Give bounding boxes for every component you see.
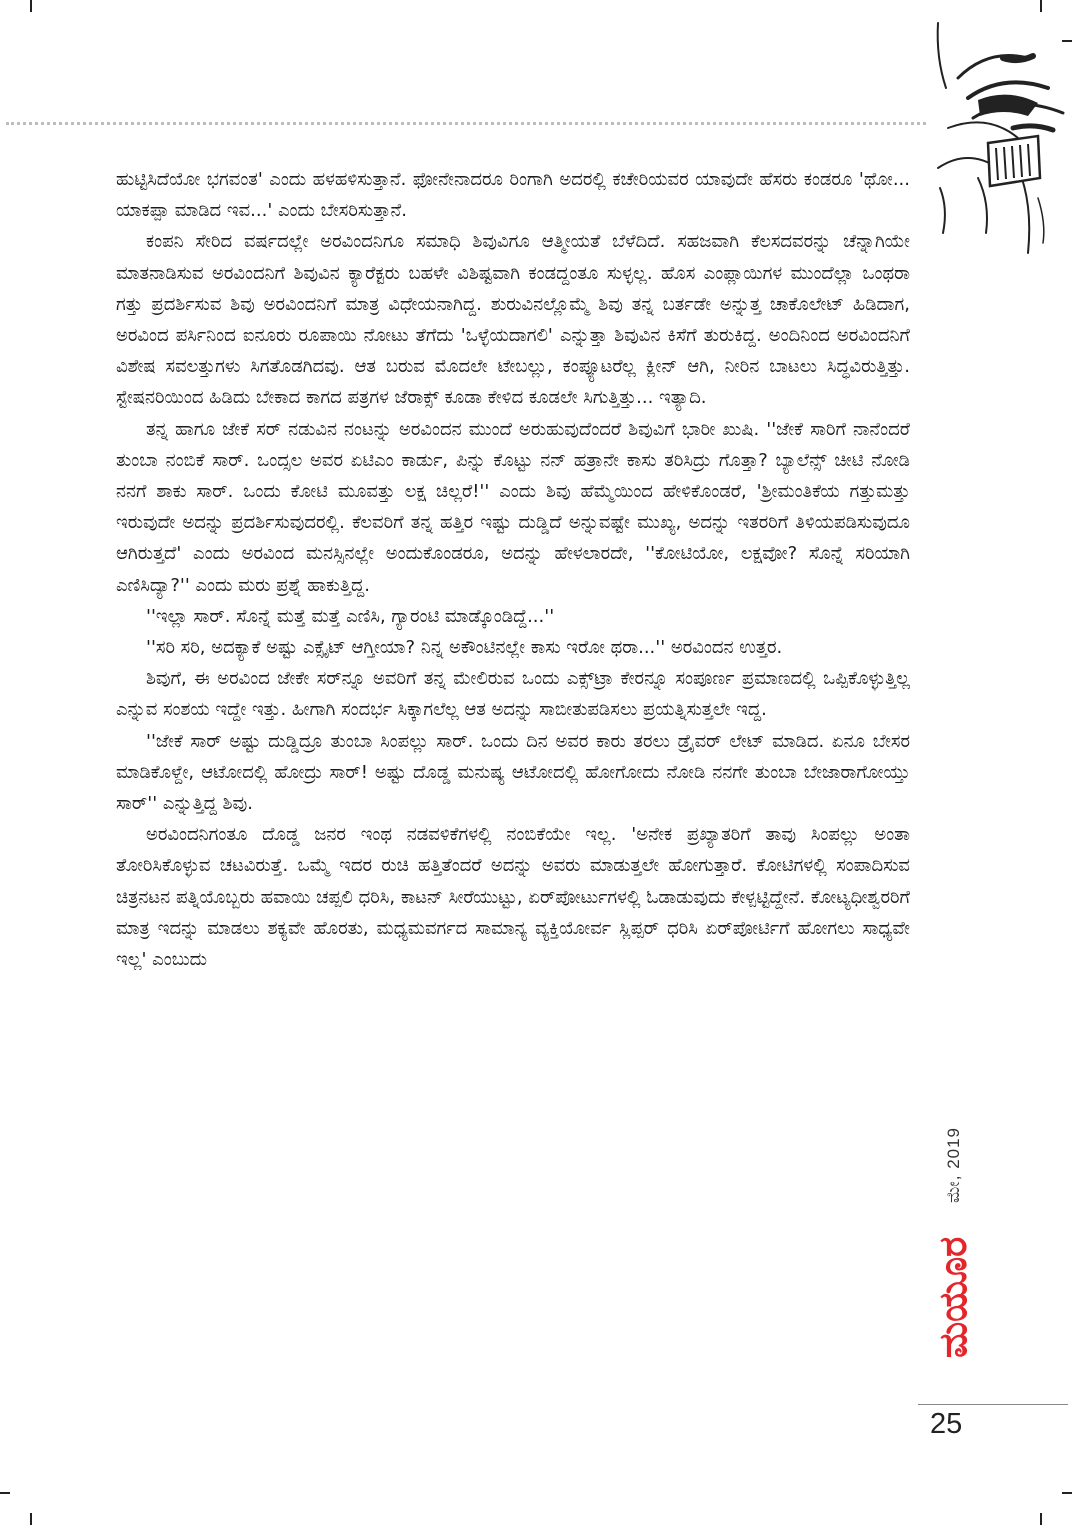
crop-mark-top-right	[1040, 0, 1042, 12]
paragraph: ಶಿವುಗೆ, ಈ ಅರವಿಂದ ಜೇಕೇ ಸರ್‌ನ್ನೂ ಅವರಿಗೆ ತನ್ನ ಮೇಲಿರುವ ಒಂದು ಎಕ್ಸ್‌ಟ್ರಾ ಕೇರನ್ನೂ ಸಂಪೂರ್ಣ ಪ್ರಮಾಣದಲ್ಲಿ ಒಪ್ಪಿಕೊಳ್ಳುತ್ತಿಲ್ಲ ಎನ್ನುವ ಸಂಶಯ ಇದ್ದೇ ಇತ್ತು. ಹೀಗಾಗಿ ಸಂದರ್ಭ ಸಿಕ್ಕಾಗಲೆಲ್ಲ ಆತ ಅದನ್ನು ಸಾಬೀತುಪಡಿಸಲು ಪ್ರಯತ್ನಿಸುತ್ತಲೇ ಇದ್ದ.	[116, 668, 910, 721]
paragraph: ''ಸರಿ ಸರಿ, ಅದಕ್ಯಾಕೆ ಅಷ್ಟು ಎಕ್ಸೈಟ್ ಆಗ್ತೀಯಾ? ನಿನ್ನ ಅಕೌಂಟಿನಲ್ಲೇ ಕಾಸು ಇರೋ ಥರಾ...'' ಅರವಿಂದನ ಉತ್ತರ.	[146, 637, 783, 659]
footer-rule	[918, 1404, 1068, 1405]
crop-mark-left-lower	[0, 1492, 10, 1494]
crop-mark-bottom-right	[1040, 1513, 1042, 1525]
issue-date: ಮೇ, 2019	[944, 1127, 963, 1204]
page-number: 25	[930, 1408, 963, 1440]
crop-mark-bottom-left	[30, 1513, 32, 1525]
paragraph: ಹುಟ್ಟಿಸಿದೆಯೋ ಭಗವಂತ' ಎಂದು ಹಳಹಳಿಸುತ್ತಾನೆ. ಫೋನೇನಾದರೂ ರಿಂಗಾಗಿ ಅದರಲ್ಲಿ ಕಚೇರಿಯವರ ಯಾವುದೇ ಹೆಸರು ಕಂಡರೂ 'ಥೋ... ಯಾಕಪ್ಪಾ ಮಾಡಿದ ಇವ...' ಎಂದು ಬೇಸರಿಸುತ್ತಾನೆ.	[116, 169, 910, 222]
paragraph: ಅರವಿಂದನಿಗಂತೂ ದೊಡ್ಡ ಜನರ ಇಂಥ ನಡವಳಿಕೆಗಳಲ್ಲಿ ನಂಬಿಕೆಯೇ ಇಲ್ಲ. 'ಅನೇಕ ಪ್ರಖ್ಯಾತರಿಗೆ ತಾವು ಸಿಂಪಲ್ಲು ಅಂತಾ ತೋರಿಸಿಕೊಳ್ಳುವ ಚಟವಿರುತ್ತೆ. ಒಮ್ಮೆ ಇದರ ರುಚಿ ಹತ್ತಿತೆಂದರೆ ಅದನ್ನು ಅವರು ಮಾಡುತ್ತಲೇ ಹೋಗುತ್ತಾರೆ. ಕೋಟಿಗಳಲ್ಲಿ ಸಂಪಾದಿಸುವ ಚಿತ್ರನಟನ ಪತ್ನಿಯೊಬ್ಬರು ಹವಾಯಿ ಚಪ್ಪಲಿ ಧರಿಸಿ, ಕಾಟನ್ ಸೀರೆಯುಟ್ಟು, ಏರ್‌ಪೋರ್ಟುಗಳಲ್ಲಿ ಓಡಾಡುವುದು ಕೇಳ್ಪಟ್ಟಿದ್ದೇನೆ. ಕೋಟ್ಯಧೀಶ್ವರರಿಗೆ ಮಾತ್ರ ಇದನ್ನು ಮಾಡಲು ಶಕ್ಯವೇ ಹೊರತು, ಮಧ್ಯಮವರ್ಗದ ಸಾಮಾನ್ಯ ವ್ಯಕ್ತಿಯೋರ್ವ ಸ್ಲಿಪ್ಪರ್ ಧರಿಸಿ ಏರ್‌ಪೋರ್ಟಿಗೆ ಹೋಗಲು ಸಾಧ್ಯವೇ ಇಲ್ಲ' ಎಂಬುದು	[116, 824, 910, 971]
article-body	[116, 164, 910, 975]
paragraph: ''ಜೇಕೆ ಸಾರ್ ಅಷ್ಟು ದುಡ್ಡಿದ್ರೂ ತುಂಬಾ ಸಿಂಪಲ್ಲು ಸಾರ್. ಒಂದು ದಿನ ಅವರ ಕಾರು ತರಲು ಡ್ರೈವರ್ ಲೇಟ್ ಮಾಡಿದ. ಏನೂ ಬೇಸರ ಮಾಡಿಕೊಳ್ದೇ, ಆಟೋದಲ್ಲಿ ಹೋದ್ರು ಸಾರ್! ಅಷ್ಟು ದೊಡ್ಡ ಮನುಷ್ಯ ಆಟೋದಲ್ಲಿ ಹೋಗೋದು ನೋಡಿ ನನಗೇ ತುಂಬಾ ಬೇಜಾರಾಗೋಯ್ತು ಸಾರ್'' ಎನ್ನುತ್ತಿದ್ದ ಶಿವು.	[116, 730, 910, 815]
magazine-logo: ಮಯೂರ	[931, 1236, 975, 1358]
paragraph: ತನ್ನ ಹಾಗೂ ಜೇಕೆ ಸರ್ ನಡುವಿನ ನಂಟನ್ನು ಅರವಿಂದನ ಮುಂದೆ ಅರುಹುವುದೆಂದರೆ ಶಿವುವಿಗೆ ಭಾರೀ ಖುಷಿ. ''ಜೇಕೆ ಸಾರಿಗೆ ನಾನೆಂದರೆ ತುಂಬಾ ನಂಬಿಕೆ ಸಾರ್. ಒಂದ್ಸಲ ಅವರ ಏಟಿಎಂ ಕಾರ್ಡು, ಪಿನ್ನು ಕೊಟ್ಟು ನನ್ ಹತ್ರಾನೇ ಕಾಸು ತರಿಸಿದ್ರು ಗೊತ್ತಾ? ಬ್ಯಾಲೆನ್ಸ್ ಚೀಟಿ ನೋಡಿ ನನಗೆ ಶಾಕು ಸಾರ್. ಒಂದು ಕೋಟಿ ಮೂವತ್ತು ಲಕ್ಷ ಚಿಲ್ಲರೆ!'' ಎಂದು ಶಿವು ಹೆಮ್ಮೆಯಿಂದ ಹೇಳಿಕೊಂಡರೆ, 'ಶ್ರೀಮಂತಿಕೆಯ ಗತ್ತುಮತ್ತು ಇರುವುದೇ ಅದನ್ನು ಪ್ರದರ್ಶಿಸುವುದರಲ್ಲಿ. ಕೆಲವರಿಗೆ ತನ್ನ ಹತ್ತಿರ ಇಷ್ಟು ದುಡ್ಡಿದೆ ಅನ್ನುವಷ್ಟೇ ಮುಖ್ಯ, ಅದನ್ನು ಇತರರಿಗೆ ತಿಳಿಯಪಡಿಸುವುದೂ ಆಗಿರುತ್ತದೆ' ಎಂದು ಅರವಿಂದ ಮನಸ್ಸಿನಲ್ಲೇ ಅಂದುಕೊಂಡರೂ, ಅದನ್ನು ಹೇಳಲಾರದೇ, ''ಕೋಟಿಯೋ, ಲಕ್ಷವೋ? ಸೊನ್ನೆ ಸರಿಯಾಗಿ ಎಣಿಸಿದ್ಯಾ?'' ಎಂದು ಮರು ಪ್ರಶ್ನೆ ಹಾಕುತ್ತಿದ್ದ.	[116, 418, 910, 596]
crop-mark-top-left	[30, 0, 32, 12]
paragraph: ಕಂಪನಿ ಸೇರಿದ ವರ್ಷದಲ್ಲೇ ಅರವಿಂದನಿಗೂ ಸಮಾಧಿ ಶಿವುವಿಗೂ ಆತ್ಮೀಯತೆ ಬೆಳೆದಿದೆ. ಸಹಜವಾಗಿ ಕೆಲಸದವರನ್ನು ಚೆನ್ನಾಗಿಯೇ ಮಾತನಾಡಿಸುವ ಅರವಿಂದನಿಗೆ ಶಿವುವಿನ ಕ್ಯಾರೆಕ್ಟರು ಬಹಳೇ ವಿಶಿಷ್ಟವಾಗಿ ಕಂಡದ್ದಂತೂ ಸುಳ್ಳಲ್ಲ. ಹೊಸ ಎಂಪ್ಲಾಯಿಗಳ ಮುಂದೆಲ್ಲಾ ಒಂಥರಾ ಗತ್ತು ಪ್ರದರ್ಶಿಸುವ ಶಿವು ಅರವಿಂದನಿಗೆ ಮಾತ್ರ ವಿಧೇಯನಾಗಿದ್ದ. ಶುರುವಿನಲ್ಲೊಮ್ಮೆ ಶಿವು ತನ್ನ ಬರ್ತಡೇ ಅನ್ನುತ್ತ ಚಾಕೊಲೇಟ್ ಹಿಡಿದಾಗ, ಅರವಿಂದ ಪರ್ಸಿನಿಂದ ಐನೂರು ರೂಪಾಯಿ ನೋಟು ತೆಗೆದು 'ಒಳ್ಳೆಯದಾಗಲಿ' ಎನ್ನುತ್ತಾ ಶಿವುವಿನ ಕಿಸೆಗೆ ತುರುಕಿದ್ದ. ಅಂದಿನಿಂದ ಅರವಿಂದನಿಗೆ ವಿಶೇಷ ಸವಲತ್ತುಗಳು ಸಿಗತೊಡಗಿದವು. ಆತ ಬರುವ ಮೊದಲೇ ಟೇಬಲ್ಲು, ಕಂಪ್ಯೂಟರೆಲ್ಲ ಕ್ಲೀನ್ ಆಗಿ, ನೀರಿನ ಬಾಟಲು ಸಿದ್ಧವಿರುತ್ತಿತ್ತು. ಸ್ಟೇಷನರಿಯಿಂದ ಹಿಡಿದು ಬೇಕಾದ ಕಾಗದ ಪತ್ರಗಳ ಜೆರಾಕ್ಸ್ ಕೂಡಾ ಕೇಳಿದ ಕೂಡಲೇ ಸಿಗುತ್ತಿತ್ತು... ಇತ್ಯಾದಿ.	[116, 231, 910, 409]
sketch-illustration	[918, 18, 1068, 268]
dotted-header-rule	[6, 122, 926, 125]
crop-mark-right-lower	[1062, 1492, 1072, 1494]
paragraph: ''ಇಲ್ಲಾ ಸಾರ್. ಸೊನ್ನೆ ಮತ್ತೆ ಮತ್ತೆ ಎಣಿಸಿ, ಗ್ಯಾರಂಟಿ ಮಾಡ್ಕೊಂಡಿದ್ದೆ...''	[146, 605, 555, 627]
